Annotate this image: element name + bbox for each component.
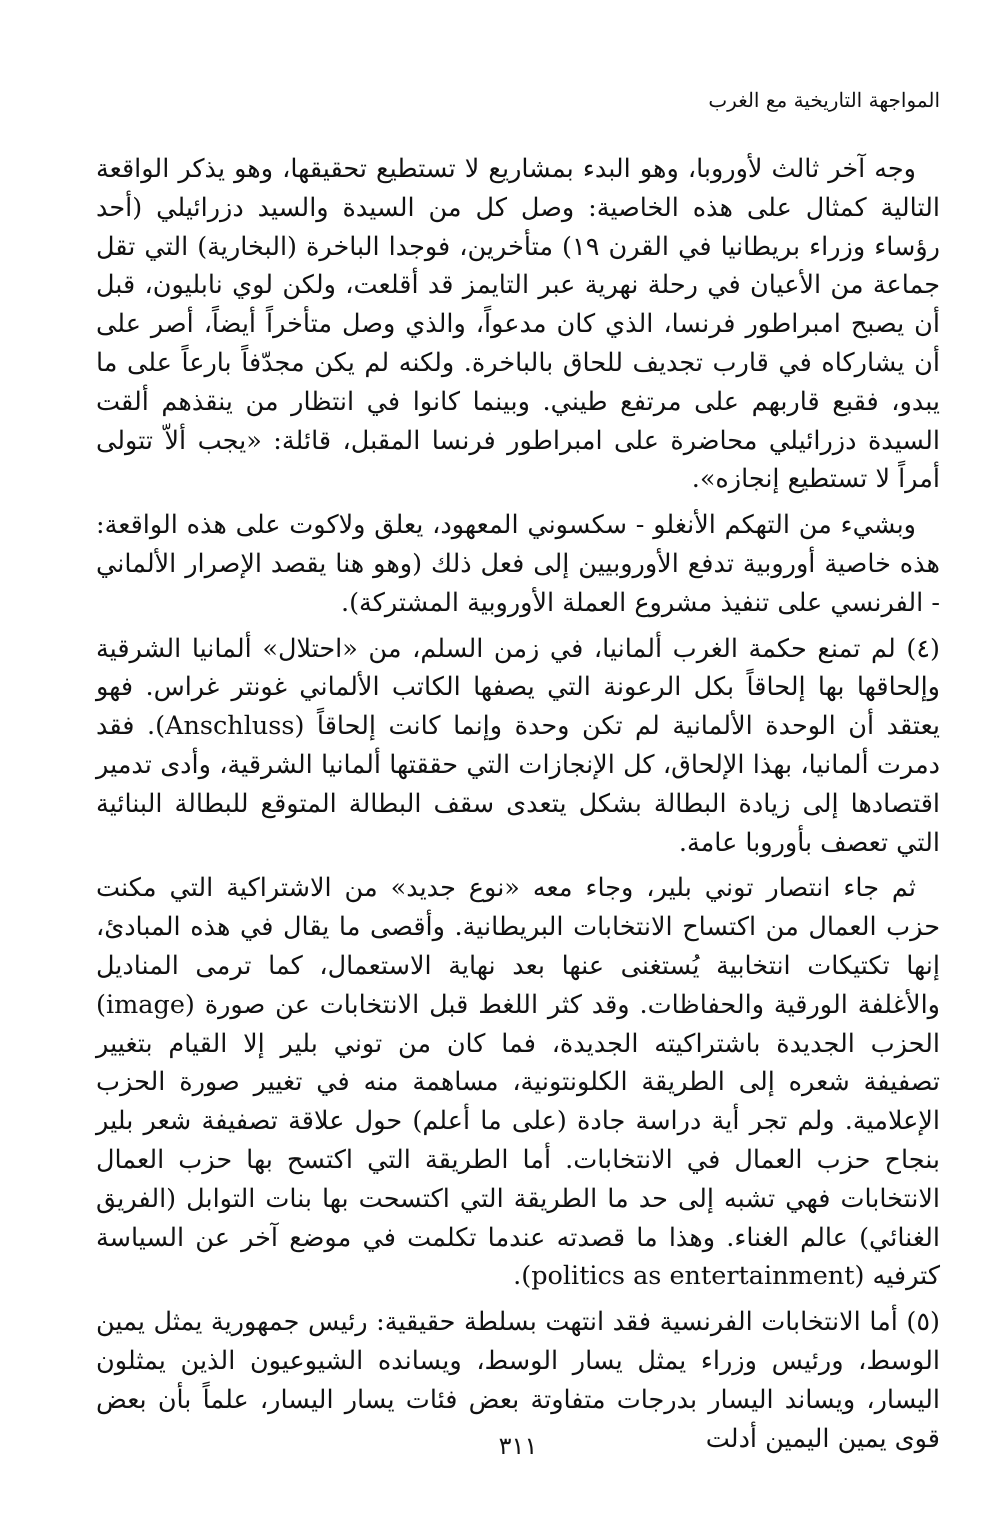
- paragraph-french-elections: (٥) أما الانتخابات الفرنسية فقد انتهت بسلطة حقيقية: رئيس جمهورية يمثل يمين الوسط، ورئيس وزراء يمثل يسار الوسط، ويسانده الشيوعيون الذين يمثلون اليسار، ويساند اليسار بدرجات متفاوتة بعض فئات يسار اليسار، علماً بأن بعض قوى يمين اليمين أدلت: [96, 1307, 940, 1454]
- paragraph-disraeli-anecdote: وجه آخر ثالث لأوروبا، وهو البدء بمشاريع لا تستطيع تحقيقها، وهو يذكر الواقعة التالية كمثال على هذه الخاصية: وصل كل من السيدة والسيد دزرائيلي (أحد رؤساء وزراء بريطانيا في القرن ١٩) متأخرين، فوجدا الباخرة (البخارية) التي تقل جماعة من الأعيان في رحلة نهرية عبر التايمز قد أقلعت، ولكن لوي نابليون، قبل أن يصبح امبراطور فرنسا، الذي كان مدعواً، والذي وصل متأخراً أيضاً، أصر على أن يشاركاه في قارب تجديف للحاق بالباخرة. ولكنه لم يكن مجدّفاً بارعاً على ما يبدو، فقبع قاربهم على مرتفع طيني. وبينما كانوا في انتظار من ينقذهم ألقت السيدة دزرائيلي محاضرة على امبراطور فرنسا المقبل، قائلة: «يجب ألاّ تتولى أمراً لا تستطيع إنجازه».: [96, 154, 940, 495]
- paragraph-walcott-comment: وبشيء من التهكم الأنغلو - سكسوني المعهود، يعلق ولاكوت على هذه الواقعة: هذه خاصية أوروبية تدفع الأوروبيين إلى فعل ذلك (وهو هنا يقصد الإصرار الألماني - الفرنسي على تنفيذ مشروع العملة الأوروبية المشتركة).: [96, 510, 940, 618]
- page-number: ٣١١: [498, 1432, 538, 1460]
- book-page: [96, 0, 940, 1523]
- paragraph-german-reunification: (٤) لم تمنع حكمة الغرب ألمانيا، في زمن السلم، من «احتلال» ألمانيا الشرقية وإلحاقها بها إلحاقاً بكل الرعونة التي يصفها الكاتب الألماني غونتر غراس. فهو يعتقد أن الوحدة الألمانية لم تكن وحدة وإنما كانت إلحاقاً (Anschluss). فقد دمرت ألمانيا، بهذا الإلحاق، كل الإنجازات التي حققتها ألمانيا الشرقية، وأدى تدمير اقتصادها إلى زيادة البطالة بشكل يتعدى سقف البطالة المتوقع للبطالة البنائية التي تعصف بأوروبا عامة.: [96, 633, 940, 858]
- running-header: المواجهة التاريخية مع الغرب: [708, 88, 940, 112]
- body-text: [96, 150, 940, 1465]
- paragraph-tony-blair: ثم جاء انتصار توني بلير، وجاء معه «نوع جديد» من الاشتراكية التي مكنت حزب العمال من اكتساح الانتخابات البريطانية. وأقصى ما يقال في هذه المبادئ، إنها تكتيكات انتخابية يُستغنى عنها بعد نهاية الاستعمال، كما ترمى المناديل والأغلفة الورقية والحفاظات. وقد كثر اللغط قبل الانتخابات عن صورة (image) الحزب الجديدة باشتراكيته الجديدة، فما كان من توني بلير إلا القيام بتغيير تصفيفة شعره إلى الطريقة الكلونتونية، مساهمة منه في تغيير صورة الحزب الإعلامية. ولم تجر أية دراسة جادة (على ما أعلم) حول علاقة تصفيفة شعر بلير بنجاح حزب العمال في الانتخابات. أما الطريقة التي اكتسح بها حزب العمال الانتخابات فهي تشبه إلى حد ما الطريقة التي اكتسحت بها بنات التوابل (الفريق الغنائي) عالم الغناء. وهذا ما قصدته عندما تكلمت في موضع آخر عن السياسة كترفيه (politics as entertainment).: [96, 873, 940, 1292]
